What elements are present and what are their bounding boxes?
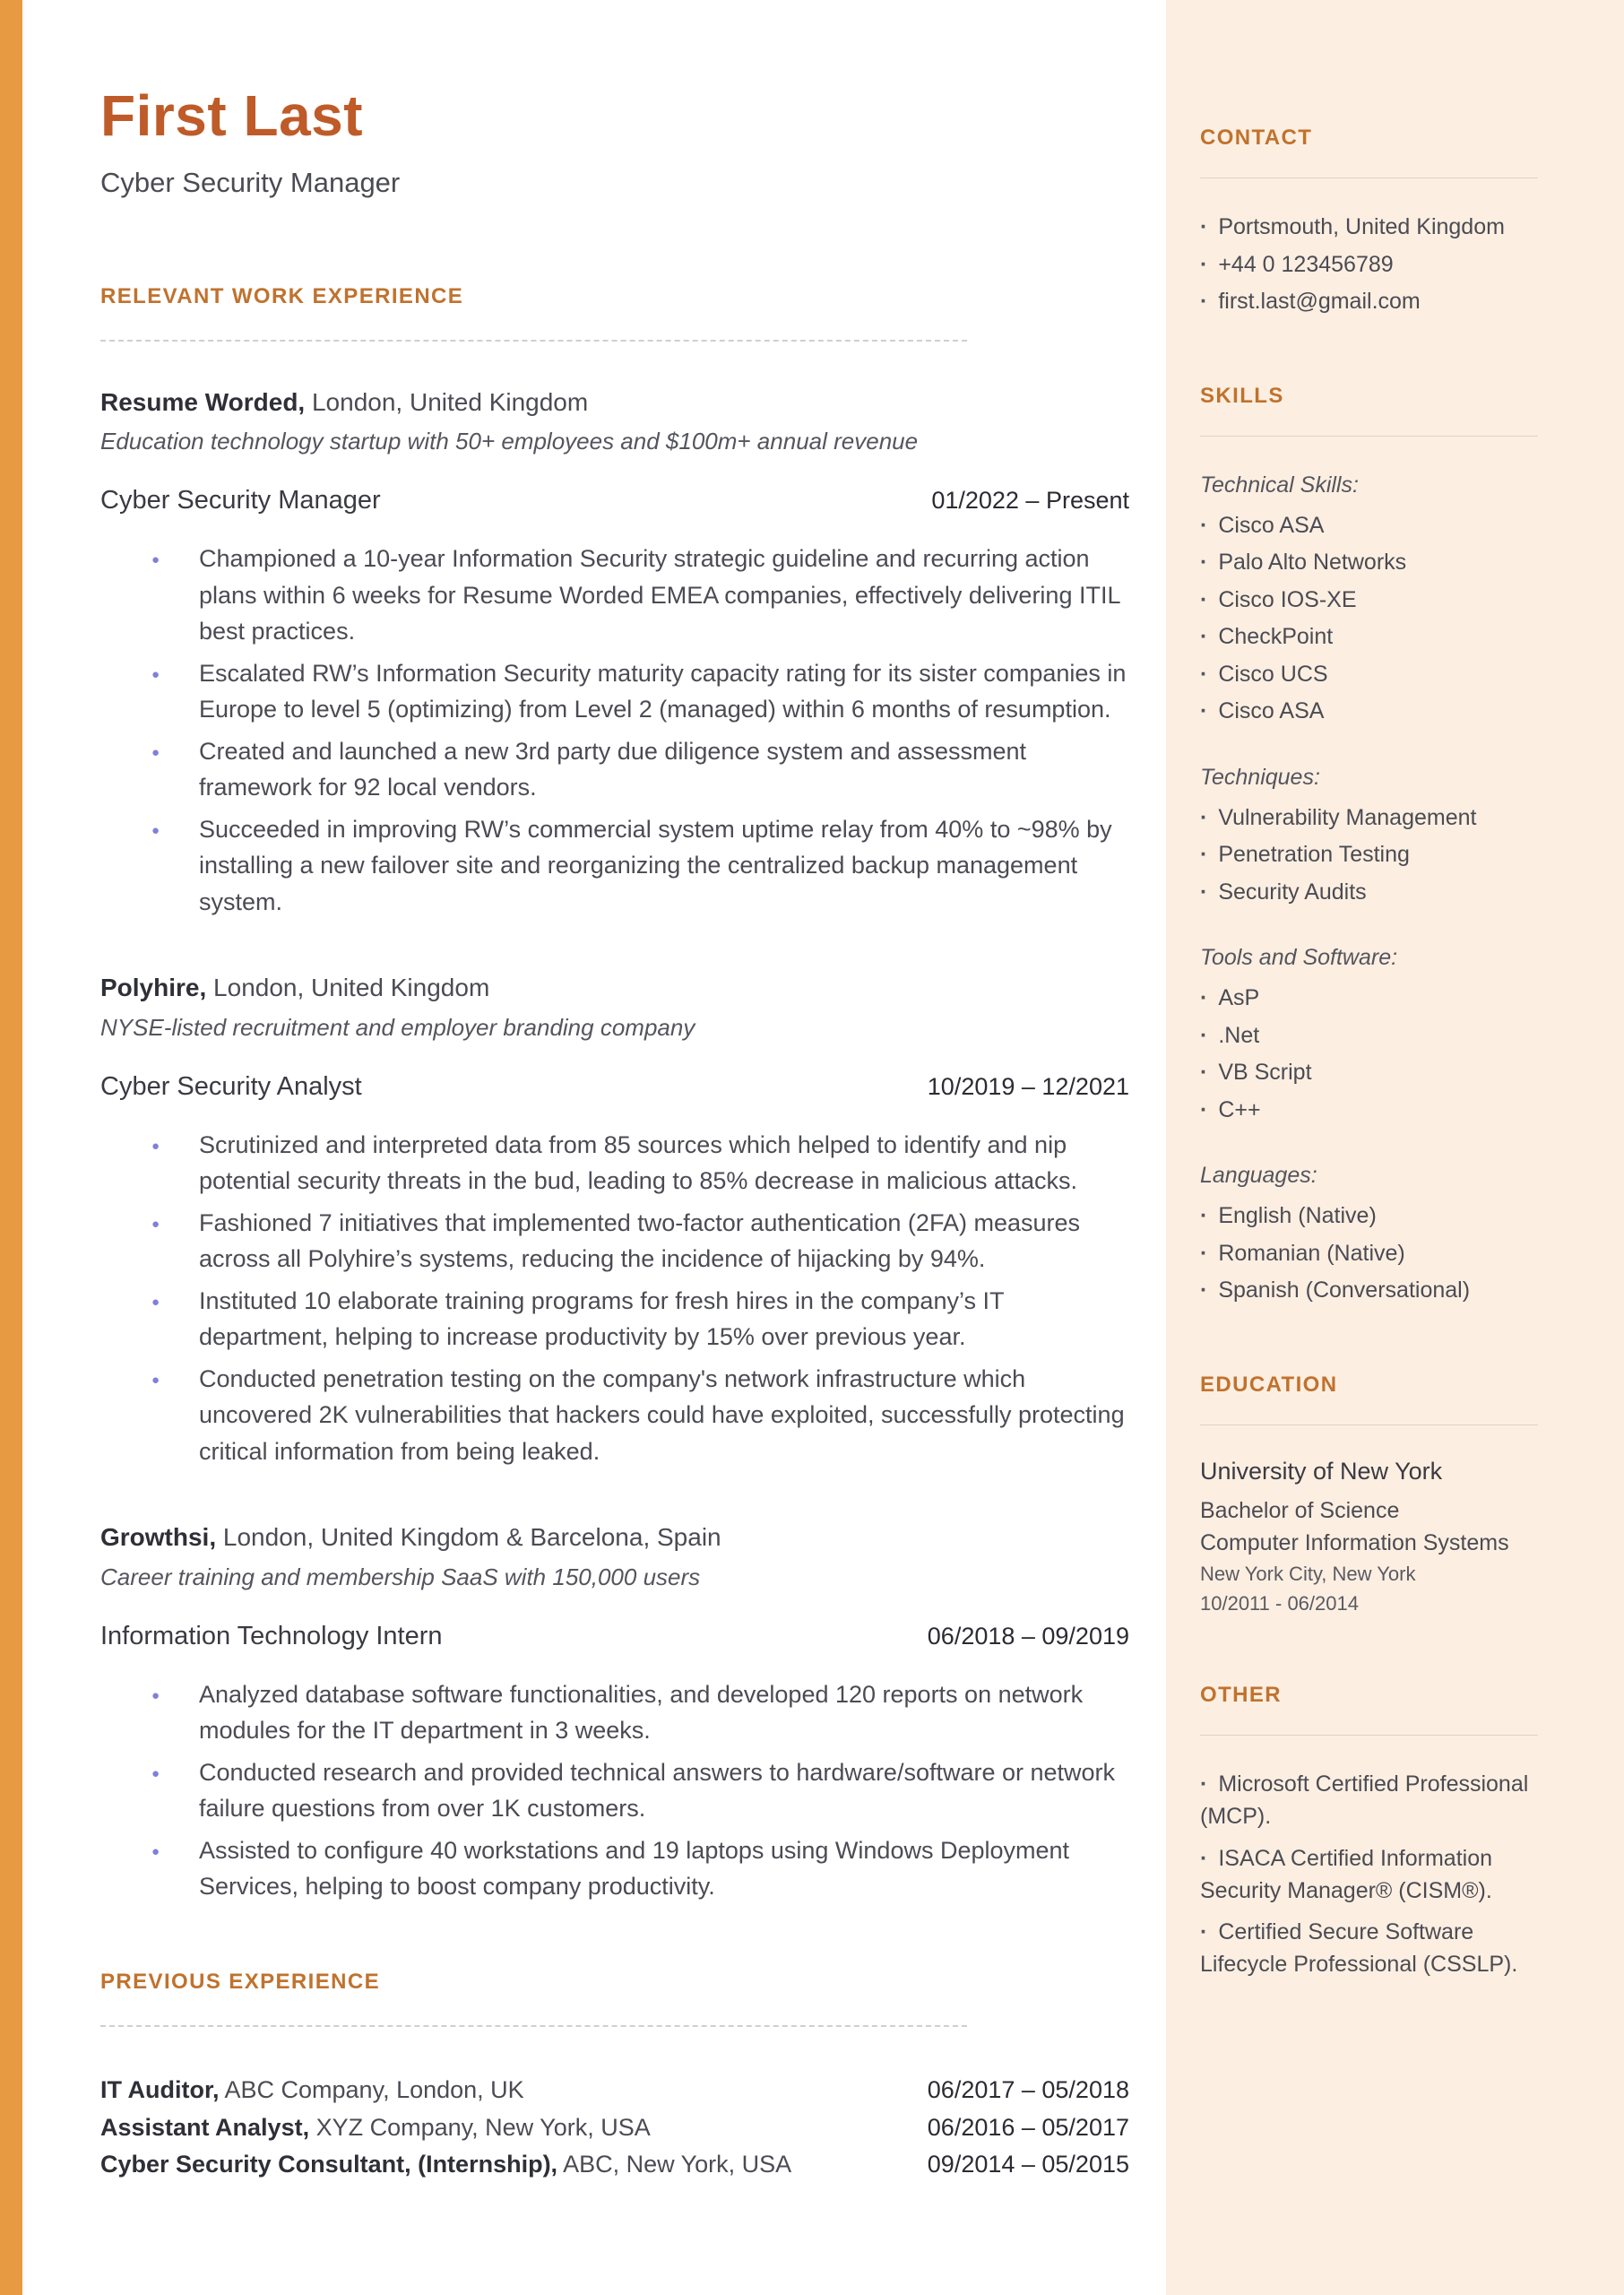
company-name: Growthsi, [100,1523,217,1552]
previous-role-title: IT Auditor, [100,2075,220,2103]
previous-role-row [100,2072,1129,2109]
company-location: London, United Kingdom & Barcelona, Spain [216,1523,721,1552]
other-heading: OTHER [1200,1683,1282,1707]
skill-item: · Vulnerability Management [1200,804,1477,830]
skill-item: · Spanish (Conversational) [1200,1277,1471,1303]
job-bullet: ● Assisted to configure 40 workstations and 19 laptops using Windows Deployment Services, helping to boost company productivity. [100,1832,1129,1905]
previous-role-row [100,2109,1129,2147]
company-description: NYSE-listed recruitment and employer branding company [100,1013,695,1041]
section-heading-previous-experience: PREVIOUS EXPERIENCE [100,1969,381,1994]
previous-role [100,2109,651,2147]
company-location: London, United Kingdom [206,974,490,1002]
job-bullet: ● Conducted research and provided technical answers to hardware/software or network failure questions from over 1K customers. [100,1754,1129,1827]
certification-item: · Certified Secure Software Lifecycle Professional (CSSLP). [1200,1919,1518,1978]
job-bullet: ● Championed a 10-year Information Security strategic guideline and recurring action plans within 6 weeks for Resume Worded EMEA companies, effectively delivering ITIL best practices. [100,541,1129,650]
skill-item: · VB Script [1200,1060,1312,1085]
previous-role [100,2072,524,2109]
job-dates: 01/2022 – Present [931,487,1129,515]
skills-list-technical [1200,509,1538,729]
company-description: Career training and membership SaaS with 150,000 users [100,1563,701,1590]
skill-item: · Cisco IOS-XE [1200,586,1357,612]
job-bullet: ● Instituted 10 elaborate training programs for fresh hires in the company’s IT department, helping to increase productivity by 15% over previous year. [100,1283,1129,1355]
bullet-dot: · [1200,550,1208,575]
contact-list [1200,211,1538,319]
sidebar-divider [1200,1735,1538,1736]
previous-role-row [100,2146,1129,2184]
sidebar-section-skills [1200,384,1538,1308]
certification-item: · ISACA Certified Information Security Manager® (CISM®). [1200,1845,1493,1903]
bullet-dot: · [1200,289,1208,314]
skills-list-tools [1200,982,1538,1127]
company-location: London, United Kingdom [305,388,589,416]
bullet-dot: · [1200,1096,1208,1122]
certifications-list [1200,1768,1538,1981]
job-bullet: ● Fashioned 7 initiatives that implemented two-factor authentication (2FA) measures across all Polyhire’s systems, reducing the incidence of hijacking by 94%. [100,1205,1129,1277]
education-major: Computer Information Systems [1200,1529,1509,1555]
skills-group-label: Languages: [1200,1163,1317,1188]
contact-location [1200,211,1538,245]
bullet-dot: · [1200,1277,1208,1303]
skill-item: · Penetration Testing [1200,842,1410,867]
job-bullet: ● Succeeded in improving RW’s commercial system uptime relay from 40% to ~98% by installing a new failover site and reorganizing the centralized backup management system. [100,811,1129,921]
bullet-dot: · [1200,985,1208,1010]
job-entry-growthsi [100,1521,1129,1904]
education-heading: EDUCATION [1200,1372,1338,1397]
skill-item: · C++ [1200,1096,1261,1122]
bullet-dot: · [1200,842,1208,867]
bullet-dot: · [1200,1022,1208,1048]
sidebar-section-education [1200,1373,1538,1619]
resume-main-column [100,0,1129,2184]
skills-list-techniques [1200,801,1538,910]
job-title-row [100,1072,1129,1102]
previous-role-company: ABC, New York, USA [557,2151,792,2178]
job-dates: 06/2018 – 09/2019 [927,1622,1129,1650]
bullet-dot: · [1200,1845,1208,1871]
previous-role-company: ABC Company, London, UK [219,2075,524,2103]
skills-group-label: Technical Skills: [1200,472,1359,498]
skill-item: · CheckPoint [1200,624,1334,649]
job-dates: 10/2019 – 12/2021 [927,1072,1129,1100]
skill-item: · English (Native) [1200,1203,1377,1228]
skill-item: · Cisco ASA [1200,512,1325,538]
section-divider [100,2025,967,2027]
education-location: New York City, New York [1200,1563,1416,1585]
section-divider [100,340,967,342]
job-bullet-list [100,1127,1129,1470]
previous-role-company: XYZ Company, New York, USA [309,2113,651,2141]
previous-experience-list [100,2072,1129,2185]
skill-item: · Security Audits [1200,879,1367,905]
bullet-dot: · [1200,1919,1208,1944]
certification-item: · Microsoft Certified Professional (MCP). [1200,1771,1529,1830]
job-bullet: ● Created and launched a new 3rd party due diligence system and assessment framework for 92 local vendors. [100,733,1129,806]
contact-location-text: Portsmouth, United Kingdom [1218,214,1505,239]
job-entry-polyhire [100,972,1129,1469]
bullet-dot: · [1200,698,1208,723]
candidate-role: Cyber Security Manager [100,167,401,198]
company-name: Resume Worded, [100,388,306,416]
skill-item: · Cisco UCS [1200,661,1328,687]
job-bullet: ● Analyzed database software functionalities, and developed 120 reports on network modules for the IT department in 3 weeks. [100,1676,1129,1749]
bullet-dot: · [1200,804,1208,830]
skill-item: · Cisco ASA [1200,698,1325,723]
job-bullet: ● Escalated RW’s Information Security maturity capacity rating for its sister companies in Europe to level 5 (optimizing) from Level 2 (managed) within 6 months of resumption. [100,655,1129,728]
skills-group-label: Techniques: [1200,764,1320,790]
company-description: Education technology startup with 50+ employees and $100m+ annual revenue [100,428,919,455]
skills-group-label: Tools and Software: [1200,945,1398,970]
job-bullet: ● Conducted penetration testing on the company's network infrastructure which uncovered 2K vulnerabilities that hackers could have exploited, successfully protecting critical information from being leaked. [100,1361,1129,1470]
bullet-dot: · [1200,624,1208,649]
section-heading-work-experience: RELEVANT WORK EXPERIENCE [100,284,464,308]
bullet-dot: · [1200,1240,1208,1266]
candidate-name: First Last [100,83,364,148]
contact-heading: CONTACT [1200,126,1313,150]
previous-role-dates: 06/2016 – 05/2017 [927,2113,1129,2141]
skill-item: · AsP [1200,985,1260,1010]
job-title: Cyber Security Analyst [100,1071,362,1101]
previous-role-title: Cyber Security Consultant, (Internship), [100,2151,558,2178]
contact-email [1200,285,1538,319]
company-line [100,972,1129,1004]
bullet-dot: · [1200,586,1208,612]
job-bullet: ● Scrutinized and interpreted data from 85 sources which helped to identify and nip potential security threats in the bud, leading to 85% decrease in malicious attacks. [100,1127,1129,1199]
contact-email-text: first.last@gmail.com [1218,289,1421,314]
job-bullet-list [100,1676,1129,1905]
resume-sidebar [1166,0,1624,2295]
previous-role [100,2146,791,2184]
previous-role-title: Assistant Analyst, [100,2113,310,2141]
bullet-dot: · [1200,512,1208,538]
bullet-dot: · [1200,661,1208,687]
education-school: University of New York [1200,1457,1443,1485]
education-dates: 10/2011 - 06/2014 [1200,1592,1359,1615]
sidebar-section-contact [1200,126,1538,319]
job-title: Cyber Security Manager [100,486,381,515]
company-line [100,386,1129,419]
education-degree: Bachelor of Science [1200,1497,1400,1523]
bullet-dot: · [1200,1771,1208,1797]
job-entry-resume-worded [100,386,1129,920]
company-line [100,1521,1129,1554]
job-bullet-list [100,541,1129,920]
company-name: Polyhire, [100,974,207,1002]
job-title: Information Technology Intern [100,1621,443,1650]
previous-role-dates: 06/2017 – 05/2018 [927,2075,1129,2103]
bullet-dot: · [1200,879,1208,905]
job-title-row [100,1622,1129,1651]
bullet-dot: · [1200,214,1208,239]
job-title-row [100,486,1129,515]
skills-list-languages [1200,1199,1538,1308]
previous-role-dates: 09/2014 – 05/2015 [927,2151,1129,2178]
skills-heading: SKILLS [1200,383,1284,408]
skill-item: · Palo Alto Networks [1200,550,1407,575]
bullet-dot: · [1200,1060,1208,1085]
bullet-dot: · [1200,1203,1208,1228]
skill-item: · .Net [1200,1022,1260,1048]
skill-item: · Romanian (Native) [1200,1240,1405,1266]
contact-phone-text: +44 0 123456789 [1218,251,1394,277]
accent-stripe [0,0,22,2295]
contact-phone [1200,248,1538,282]
sidebar-section-other [1200,1683,1538,1981]
sidebar-divider [1200,436,1538,437]
bullet-dot: · [1200,251,1208,277]
